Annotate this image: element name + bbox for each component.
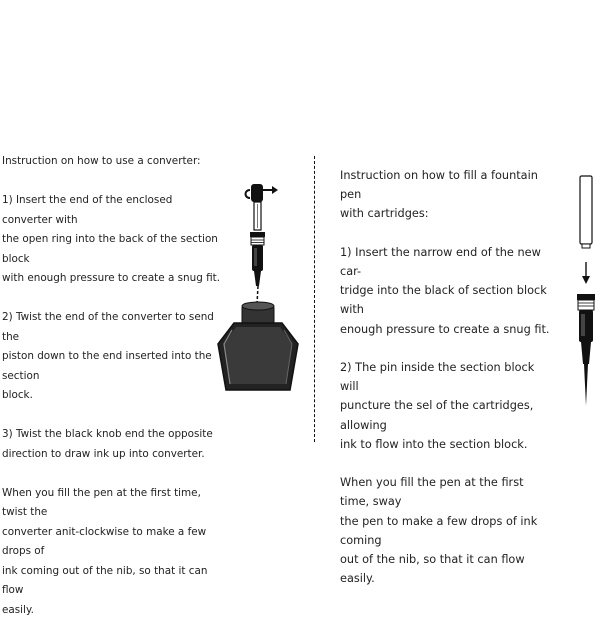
cartridge-note-line2: the pen to make a few drops of ink coming bbox=[340, 512, 554, 550]
arrow-down-icon bbox=[582, 262, 590, 284]
cartridge-pen-illustration bbox=[572, 174, 600, 410]
pen-section-icon bbox=[250, 232, 265, 304]
converter-instructions bbox=[2, 152, 224, 620]
cartridge-note-line1: When you fill the pen at the first time, sway bbox=[340, 473, 554, 511]
converter-step3-line1: 3) Twist the black knob end the opposite bbox=[2, 425, 224, 445]
cartridge-title-line2: with cartridges: bbox=[340, 204, 554, 223]
cartridge-note-line3: out of the nib, so that it can flow easily. bbox=[340, 550, 554, 588]
cartridge-step2-line1: 2) The pin inside the section block will bbox=[340, 358, 554, 396]
converter-step3-line2: direction to draw ink up into converter. bbox=[2, 445, 224, 465]
cartridge-step1-line1: 1) Insert the narrow end of the new car- bbox=[340, 243, 554, 281]
cartridge-step1-line3: enough pressure to create a snug fit. bbox=[340, 320, 554, 339]
cartridge-instructions bbox=[340, 166, 554, 588]
cartridge-step2-line3: ink to flow into the section block. bbox=[340, 435, 554, 454]
converter-note-line3: ink coming out of the nib, so that it can flow bbox=[2, 562, 224, 601]
converter-note-line2: converter anit-clockwise to make a few drops of bbox=[2, 523, 224, 562]
pen-section-icon-2 bbox=[577, 294, 595, 406]
converter-note-line1: When you fill the pen at the first time, twist the bbox=[2, 484, 224, 523]
twist-arrow-icon bbox=[246, 184, 279, 202]
dashed-divider bbox=[314, 156, 315, 442]
converter-title: Instruction on how to use a converter: bbox=[2, 152, 224, 172]
cartridge-step1-line2: tridge into the black of section block with bbox=[340, 281, 554, 319]
ink-bottle-icon bbox=[218, 302, 298, 390]
cartridge-icon bbox=[580, 176, 592, 248]
converter-ink-bottle-illustration bbox=[214, 178, 314, 406]
converter-step2-line1: 2) Twist the end of the converter to send the bbox=[2, 308, 224, 347]
converter-step1-line3: with enough pressure to create a snug fit. bbox=[2, 269, 224, 289]
converter-step1-line2: the open ring into the back of the section block bbox=[2, 230, 224, 269]
converter-note-line4: easily. bbox=[2, 601, 224, 620]
converter-step2-line3: block. bbox=[2, 386, 224, 406]
converter-step1-line1: 1) Insert the end of the enclosed converter with bbox=[2, 191, 224, 230]
converter-icon bbox=[254, 202, 261, 230]
cartridge-step2-line2: puncture the sel of the cartridges, allowing bbox=[340, 396, 554, 434]
cartridge-title-line1: Instruction on how to fill a fountain pen bbox=[340, 166, 554, 204]
converter-step2-line2: piston down to the end inserted into the section bbox=[2, 347, 224, 386]
